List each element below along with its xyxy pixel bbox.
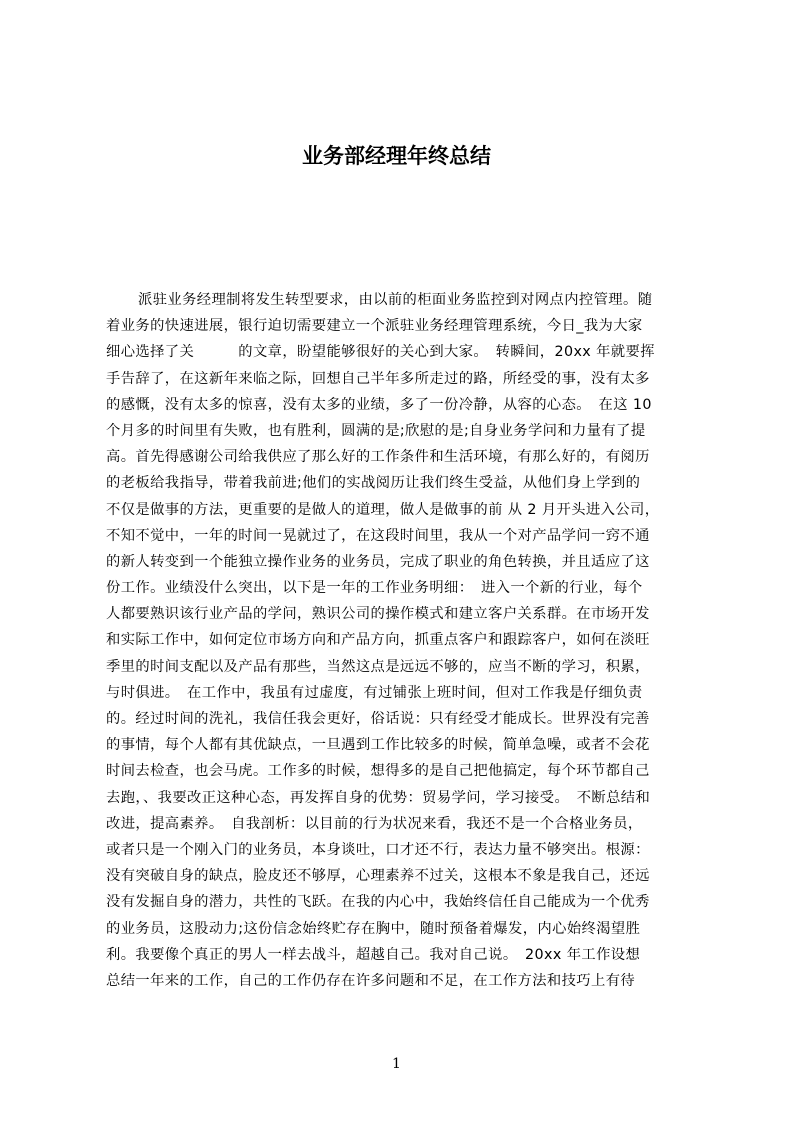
document-body bbox=[106, 287, 702, 994]
body-line: 改进，提高素养。 自我剖析：以目前的行为状况来看，我还不是一个合格业务员， bbox=[106, 815, 643, 832]
body-line: 不知不觉中，一年的时间一晃就过了，在这段时间里，我从一个对产品学问一窍不通 bbox=[106, 527, 650, 544]
body-line: 季里的时间支配以及产品有那些，当然这点是远远不够的，应当不断的学习，积累， bbox=[106, 658, 650, 675]
body-line: 利。我要像个真正的男人一样去战斗，超越自己。我对自己说。 20xx 年工作设想 bbox=[106, 946, 641, 963]
body-line: 的事情，每个人都有其优缺点，一旦遇到工作比较多的时候，简单急噪，或者不会花 bbox=[106, 737, 650, 754]
body-line: 时间去检查，也会马虎。工作多的时候，想得多的是自己把他搞定，每个环节都自己 bbox=[106, 763, 650, 780]
body-line: 不仅是做事的方法，更重要的是做人的道理，做人是做事的前 从 2 月开头进入公司， bbox=[106, 501, 660, 518]
body-line: 细心选择了关 的文章，盼望能够很好的关心到大家。 转瞬间，20xx 年就要挥 bbox=[106, 344, 655, 361]
body-line: 手告辞了，在这新年来临之际，回想自己半年多所走过的路，所经受的事，没有太多 bbox=[106, 370, 650, 387]
body-line: 份工作。业绩没什么突出，以下是一年的工作业务明细： 进入一个新的行业，每个 bbox=[106, 580, 643, 597]
page-number: 1 bbox=[392, 1056, 401, 1072]
body-line: 总结一年来的工作，自己的工作仍存在许多问题和不足，在工作方法和技巧上有待 bbox=[106, 972, 636, 989]
body-line: 的新人转变到一个能独立操作业务的业务员，完成了职业的角色转换，并且适应了这 bbox=[106, 553, 650, 570]
document-title: 业务部经理年终总结 bbox=[302, 144, 491, 168]
body-line: 没有突破自身的缺点，脸皮还不够厚，心理素养不过关，这根本不象是我自己，还远 bbox=[106, 868, 650, 885]
body-line: 去跑，、我要改正这种心态，再发挥自身的优势：贸易学问，学习接受。 不断总结和 bbox=[106, 789, 651, 806]
body-line: 高。首先得感谢公司给我供应了那么好的工作条件和生活环境，有那么好的，有阅历 bbox=[106, 449, 650, 466]
body-line: 与时俱进。 在工作中，我虽有过虚度，有过铺张上班时间，但对工作我是仔细负责 bbox=[106, 684, 643, 701]
body-line: 的业务员，这股动力;这份信念始终贮存在胸中，随时预备着爆发，内心始终渴望胜 bbox=[106, 920, 641, 937]
body-line: 个月多的时间里有失败，也有胜利，圆满的是;欣慰的是;自身业务学问和力量有了提 bbox=[106, 422, 646, 439]
body-line: 着业务的快速进展，银行迫切需要建立一个派驻业务经理管理系统，今日_我为大家 bbox=[106, 318, 643, 335]
body-line: 的。经过时间的洗礼，我信任我会更好，俗话说：只有经受才能成长。世界没有完善 bbox=[106, 711, 650, 727]
body-line: 没有发掘自身的潜力，共性的飞跃。在我的内心中，我始终信任自己能成为一个优秀 bbox=[106, 894, 650, 911]
body-line: 人都要熟识该行业产品的学问，熟识公司的操作模式和建立客户关系群。在市场开发 bbox=[106, 606, 650, 623]
body-line: 的老板给我指导，带着我前进;他们的实战阅历让我们终生受益，从他们身上学到的 bbox=[106, 475, 641, 492]
body-line: 的感慨，没有太多的惊喜，没有太多的业绩，多了一份冷静，从容的心态。 在这 10 bbox=[106, 396, 652, 413]
body-line: 和实际工作中，如何定位市场方向和产品方向，抓重点客户和跟踪客户，如何在淡旺 bbox=[106, 632, 650, 649]
body-line: 派驻业务经理制将发生转型要求，由以前的柜面业务监控到对网点内控管理。随 bbox=[138, 292, 653, 308]
body-line: 或者只是一个刚入门的业务员，本身谈吐，口才还不行，表达力量不够突出。根源： bbox=[106, 841, 650, 858]
